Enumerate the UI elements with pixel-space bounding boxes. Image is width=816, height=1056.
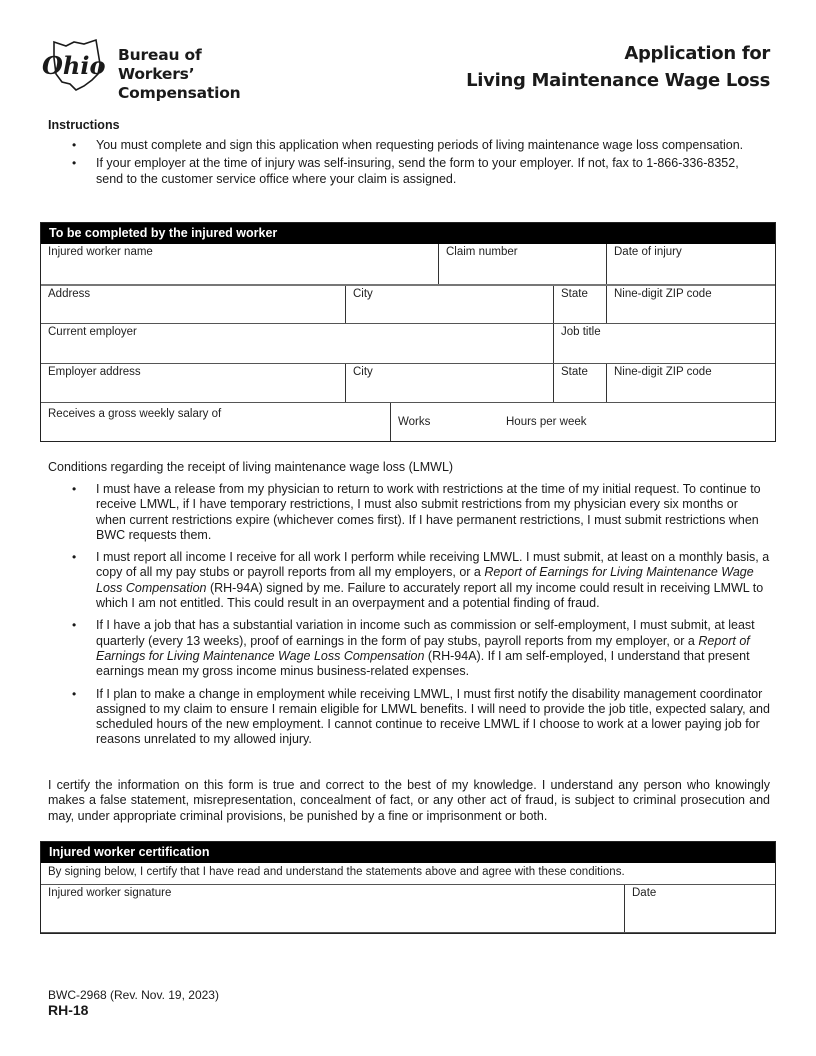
employer-zip-code-field[interactable]: Nine-digit ZIP code: [606, 364, 775, 403]
condition-item: • I must have a release from my physician to return to work with restrictions at the time of my initial request. To continue to receive LMWL, if I have temporary restrictions, I must also submit restrictions from my physician every six months or when current restrictions expire (whichever comes first). If I have permanent restrictions, I must submit restrictions when BWC requests them.: [48, 482, 770, 543]
signature-field[interactable]: Injured worker signature: [48, 887, 172, 899]
certification-section: [40, 841, 776, 934]
hours-per-week-label: Hours per week: [506, 416, 587, 428]
agency-name: Bureau of Workers’ Compensation: [118, 46, 241, 102]
instruction-item: • You must complete and sign this application when requesting periods of living maintenance wage loss compensation.: [48, 137, 768, 154]
conditions-heading: Conditions regarding the receipt of living maintenance wage loss (LMWL): [48, 460, 454, 474]
section-heading: Injured worker certification: [41, 842, 775, 863]
employer-state-field[interactable]: State: [553, 364, 606, 403]
condition-item: • If I have a job that has a substantial variation in income such as commission or self-employment, I must submit, at least quarterly (every 13 weeks), proof of earnings in the form of pay stubs, payroll reports from my employer, or a Report of Earnings for Living Maintenance Wage Loss Compensation (RH-94A). If I am self-employed, I understand that present earnings mean my gross income minus business-related expenses.: [48, 618, 770, 679]
works-label: Works: [398, 416, 431, 428]
ohio-bwc-logo: [40, 38, 280, 102]
instructions-heading: Instructions: [48, 118, 120, 132]
employer-address-field[interactable]: Employer address: [48, 365, 141, 378]
form-revision: BWC-2968 (Rev. Nov. 19, 2023): [48, 988, 219, 1002]
job-title-field[interactable]: Job title: [553, 324, 775, 363]
instruction-item: • If your employer at the time of injury was self-insuring, send the form to your employer. If not, fax to 1-866-336-8352, send to the customer service office where your claim is assigned.: [48, 155, 768, 188]
city-field[interactable]: City: [345, 286, 553, 324]
conditions-list: [48, 482, 770, 748]
section-heading: To be completed by the injured worker: [41, 223, 775, 244]
certification-text: By signing below, I certify that I have read and understand the statements above and agree with these conditions.: [48, 866, 625, 878]
instructions-list: [48, 137, 768, 188]
certification-statement: I certify the information on this form is true and correct to the best of my knowledge. I understand any person who knowingly makes a false statement, misrepresentation, concealment of fact, or any other act of fraud, is subject to criminal prosecution and may, under appropriate criminal provisions, be punished by a fine or imprisonment or both.: [48, 778, 770, 823]
signature-date-field[interactable]: Date: [624, 885, 775, 932]
address-field[interactable]: Address: [48, 287, 91, 300]
ohio-state-outline-icon: [40, 38, 116, 92]
condition-item: • I must report all income I receive for all work I perform while receiving LMWL. I must submit, at least on a monthly basis, a copy of all my pay stubs or payroll reports from all my employers, or a Report of Earnings for Living Maintenance Wage Loss Compensation (RH-94A) signed by me. Failure to accurately report all my income could result in receiving LMWL to which I am not entitled. This could result in an overpayment and a potential finding of fraud.: [48, 550, 770, 611]
state-field[interactable]: State: [553, 286, 606, 324]
injured-worker-name-field[interactable]: Injured worker name: [48, 246, 153, 258]
form-code: RH-18: [48, 1002, 89, 1018]
hours-worked-field[interactable]: [390, 403, 775, 441]
weekly-salary-field[interactable]: Receives a gross weekly salary of: [48, 408, 222, 420]
form-reference: Report of Earnings for Living Maintenance Wage Loss Compensation: [96, 565, 754, 595]
current-employer-field[interactable]: Current employer: [48, 326, 137, 338]
form-title: Application for Living Maintenance Wage Loss: [466, 43, 770, 91]
injured-worker-section: [40, 222, 776, 442]
claim-number-field[interactable]: Claim number: [438, 244, 606, 284]
employer-city-field[interactable]: City: [345, 364, 553, 403]
page-header: [40, 36, 770, 102]
instructions-block: [48, 118, 768, 189]
svg-text:Ohio: Ohio: [42, 51, 106, 80]
zip-code-field[interactable]: Nine-digit ZIP code: [606, 286, 775, 324]
page-footer: [48, 988, 219, 1018]
lmwl-conditions: [48, 459, 770, 755]
condition-item: • If I plan to make a change in employment while receiving LMWL, I must first notify the disability management coordinator assigned to my claim to ensure I remain eligible for LMWL benefits. I will need to provide the job title, expected salary, and scheduled hours of the new employment. I cannot continue to receive LMWL if I choose to work at a lower paying job for reasons unrelated to my allowed injury.: [48, 687, 770, 748]
form-reference: Report of Earnings for Living Maintenance Wage Loss Compensation: [96, 633, 750, 663]
date-of-injury-field[interactable]: Date of injury: [606, 244, 775, 284]
